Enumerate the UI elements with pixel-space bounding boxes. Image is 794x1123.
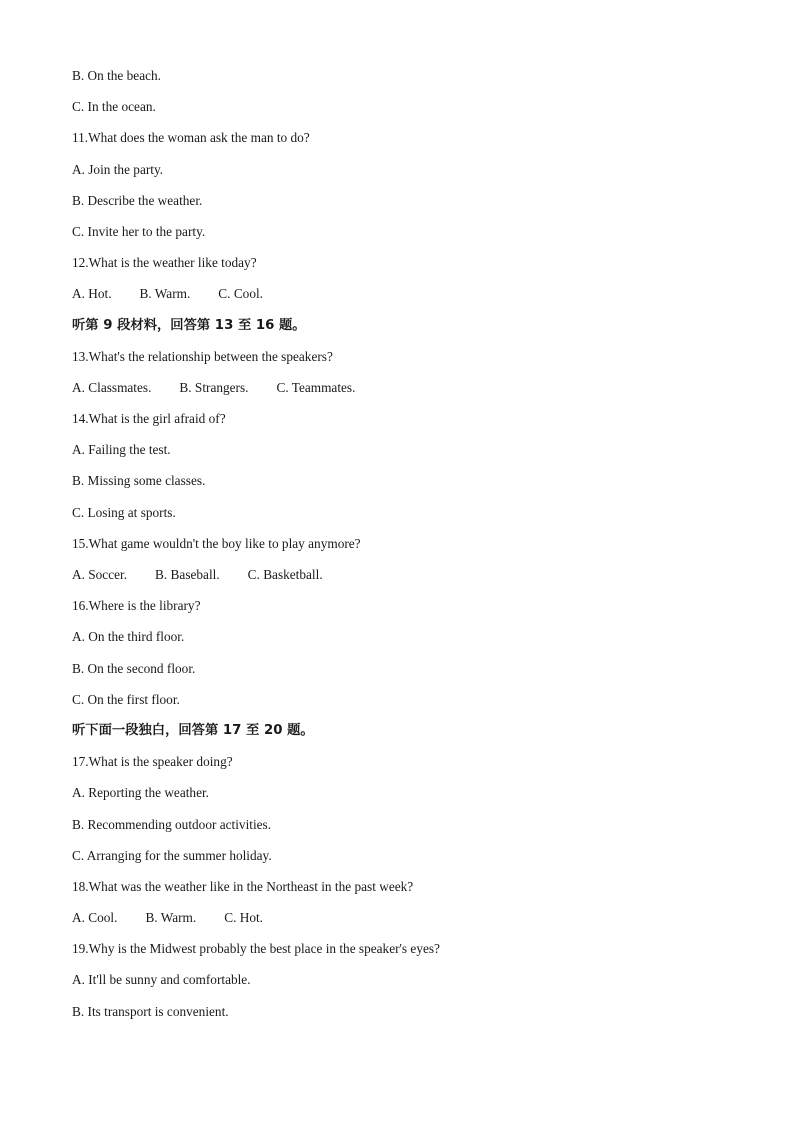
line: C. In the ocean.	[72, 99, 156, 115]
option: C. On the first floor.	[72, 691, 180, 707]
question-18: 18.What was the weather like in the Northeast in the past week?	[72, 878, 414, 894]
option: A. Reporting the weather.	[72, 785, 209, 801]
question-12: 12.What is the weather like today?	[72, 255, 257, 271]
section-heading: 听第 9 段材料，回答第 13 至 16 题。	[72, 317, 306, 333]
question-15: 15.What game wouldn't the boy like to play anymore?	[72, 535, 361, 551]
question-13: 13.What's the relationship between the speakers?	[72, 348, 333, 364]
options-row	[72, 908, 732, 939]
question-14: 14.What is the girl afraid of?	[72, 411, 226, 427]
option: B. Missing some classes.	[72, 473, 206, 489]
option: A. Soccer.	[72, 567, 128, 582]
option: B. Its transport is convenient.	[72, 1003, 229, 1019]
option: B. Baseball.	[155, 567, 220, 582]
question-17: 17.What is the speaker doing?	[72, 754, 233, 770]
option: C. Cool.	[218, 286, 263, 302]
option: A. Hot.	[72, 286, 112, 302]
option: A. Failing the test.	[72, 442, 171, 458]
option: B. Strangers.	[179, 379, 249, 395]
option: B. Warm.	[139, 286, 191, 302]
option: B. Warm.	[145, 910, 197, 926]
options-row	[72, 565, 732, 596]
option: C. Losing at sports.	[72, 504, 176, 520]
question-16: 16.Where is the library?	[72, 598, 201, 614]
question-11: 11.What does the woman ask the man to do?	[72, 130, 310, 146]
options-row	[72, 284, 732, 315]
document-page	[72, 66, 732, 1033]
line: B. On the beach.	[72, 68, 161, 83]
option: A. Classmates.	[72, 379, 152, 395]
option: B. Describe the weather.	[72, 192, 203, 208]
option: A. Join the party.	[72, 161, 164, 177]
options-row	[72, 378, 732, 409]
option: C. Invite her to the party.	[72, 223, 206, 239]
option: B. On the second floor.	[72, 660, 196, 676]
option: A. Cool.	[72, 910, 118, 926]
section-heading: 听下面一段独白，回答第 17 至 20 题。	[72, 722, 314, 738]
option: C. Hot.	[224, 910, 263, 926]
option: A. On the third floor.	[72, 629, 185, 645]
question-19: 19.Why is the Midwest probably the best place in the speaker's eyes?	[72, 941, 440, 957]
option: B. Recommending outdoor activities.	[72, 816, 272, 832]
option: C. Basketball.	[247, 567, 323, 582]
option: A. It'll be sunny and comfortable.	[72, 972, 251, 988]
option: C. Teammates.	[276, 379, 356, 395]
option: C. Arranging for the summer holiday.	[72, 847, 272, 863]
